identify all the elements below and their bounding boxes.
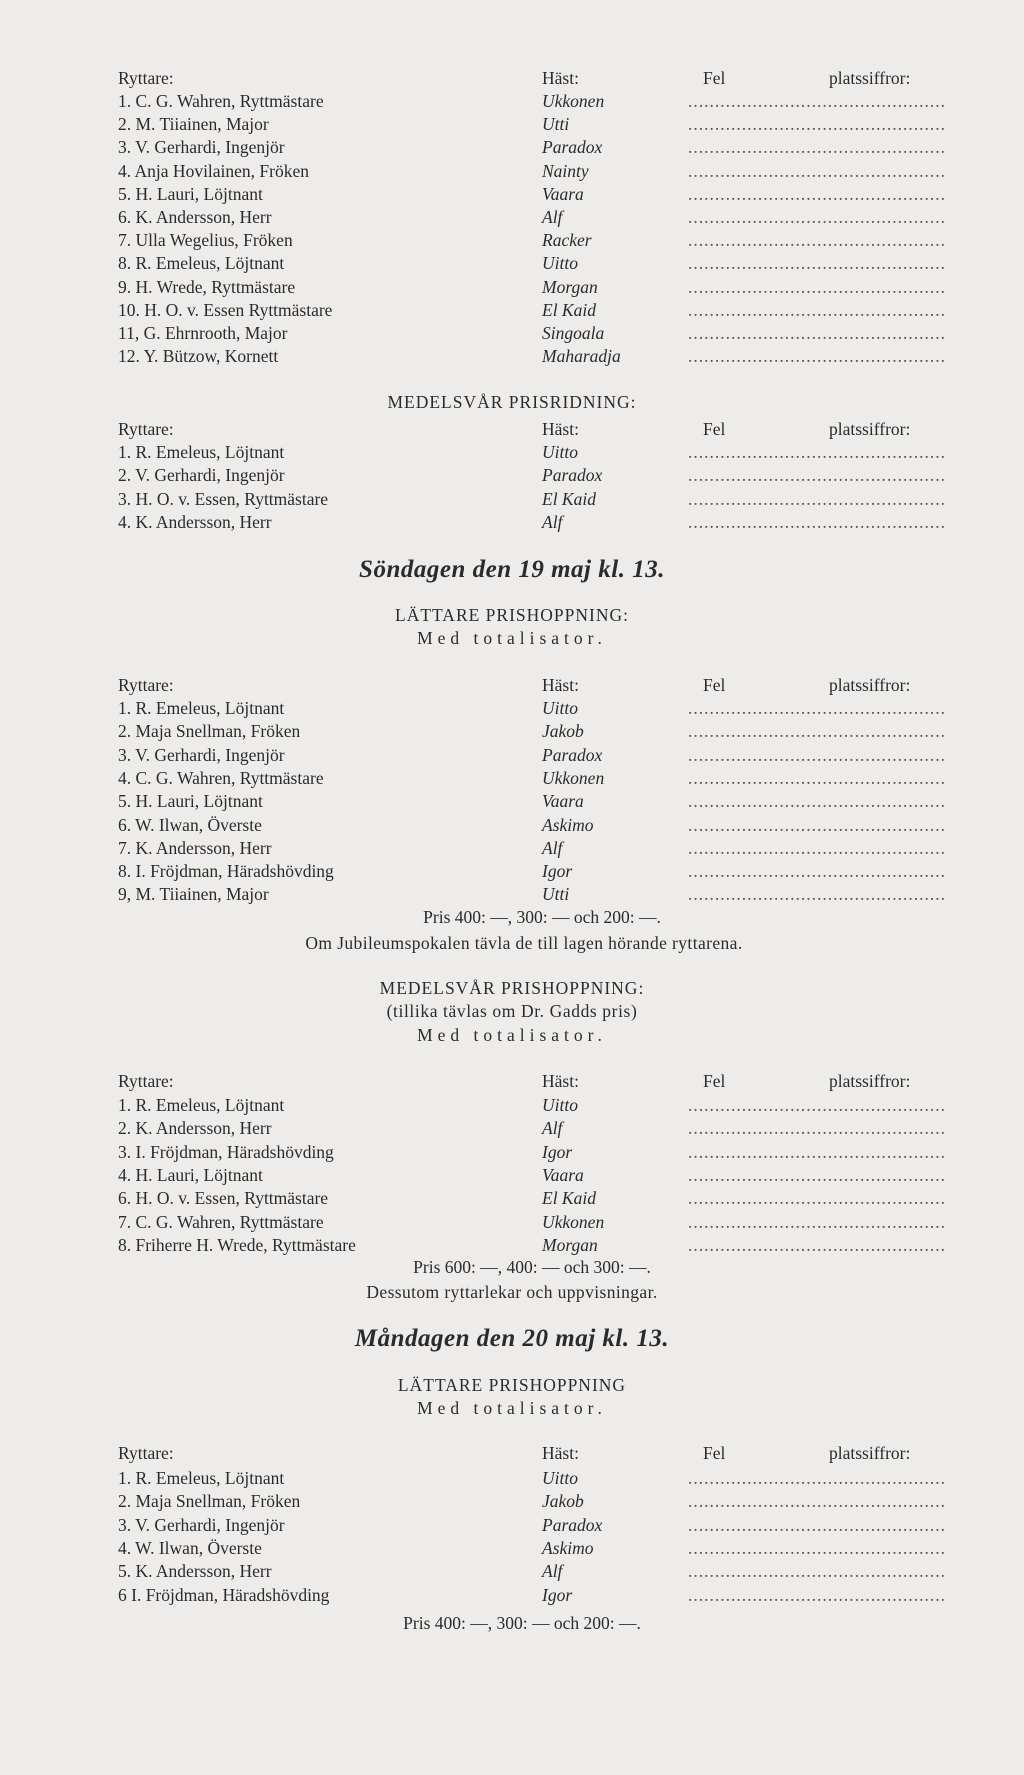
dotted-fill-line: ................................................ xyxy=(688,1188,946,1209)
entry-row xyxy=(0,1141,1024,1163)
day-heading: Måndagen den 20 maj kl. 13. xyxy=(354,1325,670,1352)
entry-row xyxy=(0,252,1024,274)
horse-name: Alf xyxy=(542,837,563,858)
prize-line: Pris 400: —, 300: — och 200: —. xyxy=(403,1613,641,1633)
rider-name: 2. Maja Snellman, Fröken xyxy=(118,721,301,742)
entry-row xyxy=(0,464,1024,486)
horse-name: Paradox xyxy=(542,137,603,158)
entry-row xyxy=(0,276,1024,298)
entry-row xyxy=(0,744,1024,766)
entry-row xyxy=(0,1094,1024,1116)
column-header xyxy=(0,674,1024,696)
header-rider: Ryttare: xyxy=(118,68,174,88)
column-header xyxy=(0,1070,1024,1092)
horse-name: Paradox xyxy=(542,744,603,765)
horse-name: Jakob xyxy=(542,1491,584,1512)
dotted-fill-line: ................................................ xyxy=(688,1537,946,1558)
dotted-fill-line: ................................................ xyxy=(688,767,946,788)
dotted-fill-line: ................................................ xyxy=(688,207,946,227)
entry-row xyxy=(0,90,1024,112)
header-horse: Häst: xyxy=(542,1443,579,1463)
rider-name: 1. C. G. Wahren, Ryttmästare xyxy=(118,91,324,111)
horse-name: Vaara xyxy=(542,791,584,812)
horse-name: Nainty xyxy=(542,160,589,181)
entry-row xyxy=(0,113,1024,135)
rider-name: 3. V. Gerhardi, Ingenjör xyxy=(118,744,285,765)
header-rider: Ryttare: xyxy=(118,1071,174,1091)
rider-name: 1. R. Emeleus, Löjtnant xyxy=(118,1468,285,1488)
dotted-fill-line: ................................................ xyxy=(688,1118,946,1139)
rider-name: 4. C. G. Wahren, Ryttmästare xyxy=(118,767,324,788)
rider-name: 9. H. Wrede, Ryttmästare xyxy=(118,276,296,297)
horse-name: Vaara xyxy=(542,1164,584,1185)
section-subtitle: (tillika tävlas om Dr. Gadds pris) xyxy=(386,1001,638,1021)
horse-name: Morgan xyxy=(542,1234,598,1255)
dotted-fill-line: ................................................ xyxy=(688,1095,946,1115)
section-subtitle: Med totalisator. xyxy=(417,1398,607,1418)
rider-name: 1. R. Emeleus, Löjtnant xyxy=(118,1095,285,1115)
header-horse: Häst: xyxy=(542,68,579,88)
rider-name: 11, G. Ehrnrooth, Major xyxy=(118,323,288,343)
header-fel: Fel xyxy=(703,1071,726,1091)
horse-name: Morgan xyxy=(542,276,598,297)
section-title: LÄTTARE PRISHOPPNING xyxy=(397,1375,627,1395)
header-rider: Ryttare: xyxy=(118,1443,174,1463)
dotted-fill-line: ................................................ xyxy=(688,442,946,462)
horse-name: Uitto xyxy=(542,698,578,718)
dotted-fill-line: ................................................ xyxy=(688,114,946,135)
dotted-fill-line: ................................................ xyxy=(688,183,946,204)
dotted-fill-line: ................................................ xyxy=(688,791,946,812)
header-horse: Häst: xyxy=(542,675,579,695)
note-line: Om Jubileumspokalen tävla de till lagen hörande ryttarena. xyxy=(305,933,743,953)
rider-name: 3. I. Fröjdman, Häradshövding xyxy=(118,1141,334,1162)
entry-row xyxy=(0,345,1024,367)
dotted-fill-line: ................................................ xyxy=(688,861,946,882)
horse-name: Ukkonen xyxy=(542,767,605,788)
entry-row xyxy=(0,767,1024,789)
horse-name: Ukkonen xyxy=(542,91,605,111)
rider-name: 2. K. Andersson, Herr xyxy=(118,1118,272,1139)
horse-name: Utti xyxy=(542,114,570,135)
dotted-fill-line: ................................................ xyxy=(688,721,946,742)
section-title: LÄTTARE PRISHOPPNING: xyxy=(395,605,629,625)
entry-row xyxy=(0,837,1024,859)
entry-row xyxy=(0,1164,1024,1186)
header-fel: Fel xyxy=(703,675,726,695)
dotted-fill-line: ................................................ xyxy=(688,1468,946,1488)
header-fel: Fel xyxy=(703,68,726,88)
dotted-fill-line: ................................................ xyxy=(688,160,946,181)
entry-row xyxy=(0,1514,1024,1536)
rider-name: 1. R. Emeleus, Löjtnant xyxy=(118,698,285,718)
header-plats: platssiffror: xyxy=(829,1071,911,1091)
dotted-fill-line: ................................................ xyxy=(688,511,946,532)
dotted-fill-line: ................................................ xyxy=(688,1141,946,1162)
horse-name: Singoala xyxy=(542,323,605,343)
horse-name: Racker xyxy=(542,230,592,251)
horse-name: Utti xyxy=(542,884,570,905)
horse-name: Jakob xyxy=(542,721,584,742)
horse-name: Paradox xyxy=(542,1514,603,1535)
entry-row xyxy=(0,136,1024,158)
dotted-fill-line: ................................................ xyxy=(688,137,946,158)
rider-name: 4. Anja Hovilainen, Fröken xyxy=(118,160,310,181)
rider-name: 2. V. Gerhardi, Ingenjör xyxy=(118,465,285,486)
dotted-fill-line: ................................................ xyxy=(688,488,946,509)
rider-name: 2. M. Tiiainen, Major xyxy=(118,114,269,135)
rider-name: 7. Ulla Wegelius, Fröken xyxy=(118,230,293,251)
header-horse: Häst: xyxy=(542,1071,579,1091)
rider-name: 8. R. Emeleus, Löjtnant xyxy=(118,253,285,274)
dotted-fill-line: ................................................ xyxy=(688,253,946,274)
column-header xyxy=(0,1442,1024,1464)
dotted-fill-line: ................................................ xyxy=(688,465,946,486)
dotted-fill-line: ................................................ xyxy=(688,230,946,251)
entry-row xyxy=(0,790,1024,812)
prize-line: Pris 400: —, 300: — och 200: —. xyxy=(423,907,661,927)
column-header xyxy=(0,418,1024,440)
entry-row xyxy=(0,1537,1024,1559)
entry-row xyxy=(0,183,1024,205)
horse-name: Uitto xyxy=(542,442,578,462)
entry-row xyxy=(0,1584,1024,1606)
rider-name: 4. H. Lauri, Löjtnant xyxy=(118,1164,263,1185)
rider-name: 8. I. Fröjdman, Häradshövding xyxy=(118,861,334,882)
horse-name: El Kaid xyxy=(542,488,596,509)
dotted-fill-line: ................................................ xyxy=(688,346,946,367)
horse-name: Alf xyxy=(542,207,563,227)
dotted-fill-line: ................................................ xyxy=(688,1211,946,1232)
entry-row xyxy=(0,1467,1024,1489)
section-subtitle: Med totalisator. xyxy=(417,628,607,648)
rider-name: 6. H. O. v. Essen, Ryttmästare xyxy=(118,1188,329,1209)
rider-name: 3. H. O. v. Essen, Ryttmästare xyxy=(118,488,329,509)
section-subtitle-2: Med totalisator. xyxy=(417,1025,607,1045)
entry-row xyxy=(0,511,1024,533)
header-plats: platssiffror: xyxy=(829,68,911,88)
section-title: MEDELSVÅR PRISHOPPNING: xyxy=(379,978,645,998)
section-title: MEDELSVÅR PRISRIDNING: xyxy=(387,392,637,412)
day-heading: Söndagen den 19 maj kl. 13. xyxy=(359,556,665,583)
header-horse: Häst: xyxy=(542,419,579,439)
rider-name: 12. Y. Bützow, Kornett xyxy=(118,346,279,367)
column-header xyxy=(0,67,1024,89)
rider-name: 5. H. Lauri, Löjtnant xyxy=(118,183,263,204)
header-plats: platssiffror: xyxy=(829,419,911,439)
note-line: Dessutom ryttarlekar och uppvisningar. xyxy=(366,1282,658,1302)
entry-row xyxy=(0,322,1024,344)
entry-row xyxy=(0,1234,1024,1256)
horse-name: Uitto xyxy=(542,1095,578,1115)
entry-row xyxy=(0,1117,1024,1139)
dotted-fill-line: ................................................ xyxy=(688,1164,946,1185)
dotted-fill-line: ................................................ xyxy=(688,837,946,858)
horse-name: Paradox xyxy=(542,465,603,486)
rider-name: 6 I. Fröjdman, Häradshövding xyxy=(118,1584,330,1605)
header-fel: Fel xyxy=(703,419,726,439)
dotted-fill-line: ................................................ xyxy=(688,1561,946,1582)
rider-name: 7. K. Andersson, Herr xyxy=(118,837,272,858)
entry-row xyxy=(0,441,1024,463)
rider-name: 2. Maja Snellman, Fröken xyxy=(118,1491,301,1512)
entry-row xyxy=(0,1560,1024,1582)
entry-row xyxy=(0,229,1024,251)
horse-name: Igor xyxy=(542,861,573,882)
entry-row xyxy=(0,488,1024,510)
horse-name: Askimo xyxy=(542,1537,594,1558)
horse-name: Ukkonen xyxy=(542,1211,605,1232)
header-rider: Ryttare: xyxy=(118,419,174,439)
dotted-fill-line: ................................................ xyxy=(688,884,946,905)
header-fel: Fel xyxy=(703,1443,726,1463)
entry-row xyxy=(0,720,1024,742)
dotted-fill-line: ................................................ xyxy=(688,276,946,297)
dotted-fill-line: ................................................ xyxy=(688,323,946,343)
rider-name: 4. K. Andersson, Herr xyxy=(118,511,272,532)
rider-name: 5. K. Andersson, Herr xyxy=(118,1561,272,1582)
horse-name: Maharadja xyxy=(542,346,621,367)
dotted-fill-line: ................................................ xyxy=(688,698,946,718)
entry-row xyxy=(0,860,1024,882)
rider-name: 4. W. Ilwan, Överste xyxy=(118,1537,262,1558)
rider-name: 10. H. O. v. Essen Ryttmästare xyxy=(118,299,333,320)
rider-name: 6. K. Andersson, Herr xyxy=(118,207,272,227)
dotted-fill-line: ................................................ xyxy=(688,1584,946,1605)
rider-name: 1. R. Emeleus, Löjtnant xyxy=(118,442,285,462)
rider-name: 9, M. Tiiainen, Major xyxy=(118,884,269,905)
horse-name: Uitto xyxy=(542,253,578,274)
dotted-fill-line: ................................................ xyxy=(688,1234,946,1255)
prize-line: Pris 600: —, 400: — och 300: —. xyxy=(413,1257,651,1277)
entry-row xyxy=(0,160,1024,182)
entry-row xyxy=(0,697,1024,719)
entry-row xyxy=(0,1211,1024,1233)
header-plats: platssiffror: xyxy=(829,675,911,695)
dotted-fill-line: ................................................ xyxy=(688,299,946,320)
dotted-fill-line: ................................................ xyxy=(688,1514,946,1535)
dotted-fill-line: ................................................ xyxy=(688,91,946,111)
entry-row xyxy=(0,883,1024,905)
horse-name: Alf xyxy=(542,1118,563,1139)
horse-name: Askimo xyxy=(542,814,594,835)
horse-name: El Kaid xyxy=(542,1188,596,1209)
horse-name: El Kaid xyxy=(542,299,596,320)
horse-name: Alf xyxy=(542,511,563,532)
horse-name: Vaara xyxy=(542,183,584,204)
horse-name: Alf xyxy=(542,1561,563,1582)
horse-name: Igor xyxy=(542,1141,573,1162)
horse-name: Igor xyxy=(542,1584,573,1605)
dotted-fill-line: ................................................ xyxy=(688,1491,946,1512)
header-rider: Ryttare: xyxy=(118,675,174,695)
rider-name: 8. Friherre H. Wrede, Ryttmästare xyxy=(118,1234,356,1255)
entry-row xyxy=(0,206,1024,228)
entry-row xyxy=(0,814,1024,836)
entry-row xyxy=(0,1490,1024,1512)
header-plats: platssiffror: xyxy=(829,1443,911,1463)
dotted-fill-line: ................................................ xyxy=(688,814,946,835)
rider-name: 6. W. Ilwan, Överste xyxy=(118,814,262,835)
rider-name: 3. V. Gerhardi, Ingenjör xyxy=(118,137,285,158)
rider-name: 5. H. Lauri, Löjtnant xyxy=(118,791,263,812)
dotted-fill-line: ................................................ xyxy=(688,744,946,765)
entry-row xyxy=(0,1187,1024,1209)
horse-name: Uitto xyxy=(542,1468,578,1488)
entry-row xyxy=(0,299,1024,321)
rider-name: 7. C. G. Wahren, Ryttmästare xyxy=(118,1211,324,1232)
rider-name: 3. V. Gerhardi, Ingenjör xyxy=(118,1514,285,1535)
